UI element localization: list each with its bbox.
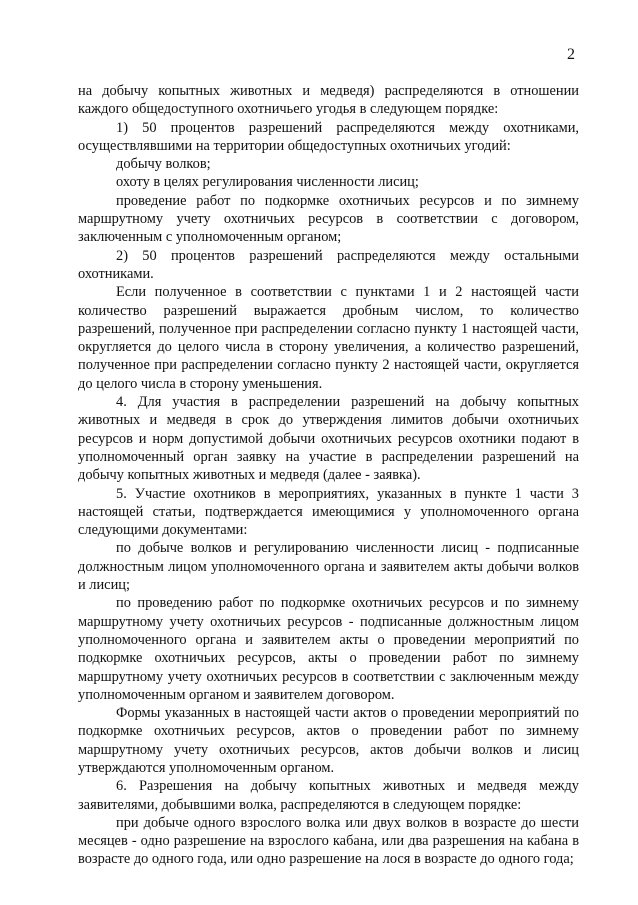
paragraph: проведение работ по подкормке охотничьих ресурсов и по зимнему маршрутному учету охотничьих ресурсов в соответствии с договором, заключенным с уполномоченным органом; [78, 192, 579, 246]
paragraph: Если полученное в соответствии с пунктами 1 и 2 настоящей части количество разрешений выражается дробным числом, то количество разрешений, полученное при распределении согласно пункту 1 настоящей части, округляется до целого числа в сторону увеличения, а количество разрешений, полученное при распределении согласно пункту 2 настоящей части, округляется до целого числа в сторону уменьшения. [78, 284, 579, 392]
paragraph: 6. Разрешения на добычу копытных животных и медведя между заявителями, добывшими волка, распределяются в следующем порядке: [78, 778, 579, 813]
paragraph: 2) 50 процентов разрешений распределяются между остальными охотниками. [78, 247, 579, 282]
paragraph: 5. Участие охотников в мероприятиях, указанных в пункте 1 части 3 настоящей статьи, подтверждается имеющимися у уполномоченного органа следующими документами: [78, 485, 579, 539]
paragraph: по проведению работ по подкормке охотничьих ресурсов и по зимнему маршрутному учету охотничьих ресурсов - подписанные должностным лицом уполномоченного органа и заявителем акты о проведении мероприятий по подкормке охотничьих ресурсов, акты о проведении работ по зимнему маршрутному учету охотничьих ресурсов в соответствии с заключенным между уполномоченным органом и заявителем договором. [78, 595, 579, 703]
document-body [78, 82, 579, 869]
paragraph: 1) 50 процентов разрешений распределяются между охотниками, осуществлявшими на территории общедоступных охотничьих угодий: [78, 119, 579, 154]
paragraph: охоту в целях регулирования численности лисиц; [116, 174, 419, 191]
paragraph: при добыче одного взрослого волка или двух волков в возрасте до шести месяцев - одно разрешение на взрослого кабана, или два разрешения на кабана в возрасте до одного года, или одно разрешение на лося в возрасте до одного года; [78, 814, 579, 868]
paragraph: 4. Для участия в распределении разрешений на добычу копытных животных и медведя в срок до утверждения лимитов добычи охотничьих ресурсов и норм допустимой добычи охотничьих ресурсов охотники подают в уполномоченный орган заявку на участие в распределении разрешений на добычу копытных животных и медведя (далее - заявка). [78, 394, 579, 484]
paragraph: добычу волков; [116, 156, 211, 173]
paragraph: по добыче волков и регулированию численности лисиц - подписанные должностным лицом уполномоченного органа и заявителем акты добычи волков и лисиц; [78, 540, 579, 594]
page-number: 2 [567, 46, 575, 63]
paragraph: на добычу копытных животных и медведя) распределяются в отношении каждого общедоступного охотничьего угодья в следующем порядке: [78, 83, 579, 118]
paragraph: Формы указанных в настоящей части актов о проведении мероприятий по подкормке охотничьих ресурсов, актов о проведении работ по зимнему маршрутному учету охотничьих ресурсов, актов добычи волков и лисиц утверждаются уполномоченным органом. [78, 705, 579, 776]
